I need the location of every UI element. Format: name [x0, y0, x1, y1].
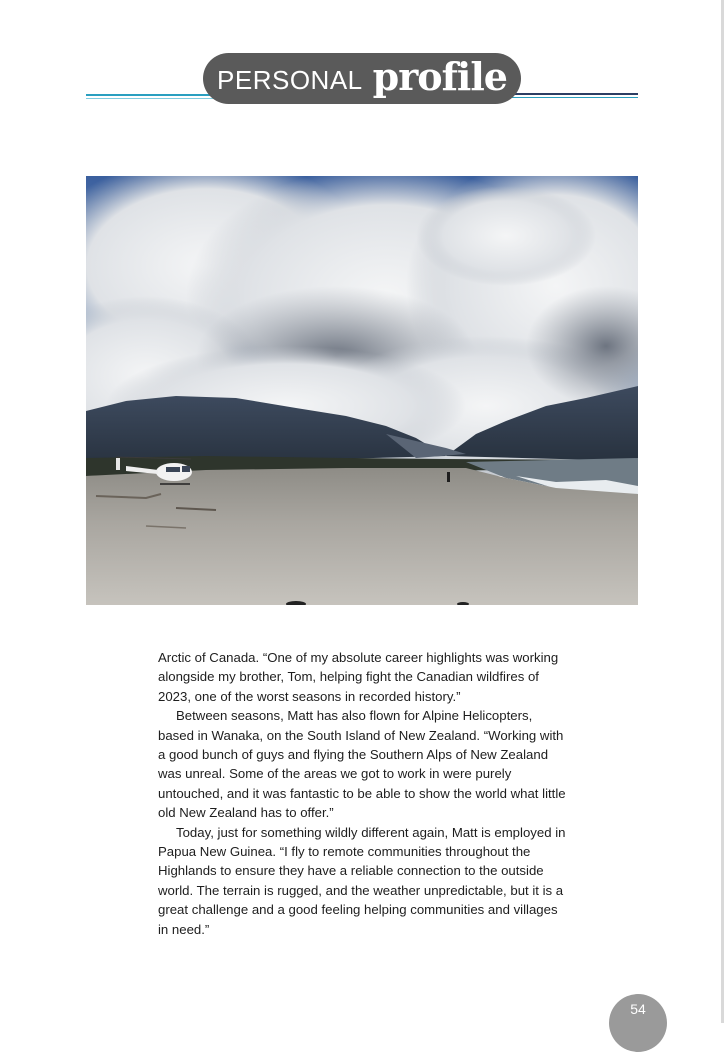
header-rule-left-thin — [86, 98, 216, 99]
section-header-light-word: PERSONAL — [217, 65, 363, 95]
section-header — [203, 53, 521, 104]
header-rule-left — [86, 94, 216, 96]
article-paragraph: Between seasons, Matt has also flown for Alpine Helicopters, based in Wanaka, on the South Island of New Zealand. “Working with a good bunch of guys and flying the Southern Alps of New Zealand was unreal. Some of the areas we got to work in were purely untouched, and it was fantastic to be able to show the world what little old New Zealand has to offer.” — [158, 708, 566, 821]
header-rule-right-thin — [512, 97, 638, 98]
article-photo — [86, 176, 638, 605]
page-number: 54 — [630, 1001, 646, 1017]
article-paragraph: Arctic of Canada. “One of my absolute career highlights was working alongside my brother, Tom, helping fight the Canadian wildfires of 2023, one of the worst seasons in recorded history.” — [158, 650, 559, 704]
header-rule-right — [512, 93, 638, 95]
section-header-bold-word: profile — [372, 54, 507, 99]
article-body — [158, 648, 566, 939]
article-paragraph: Today, just for something wildly different again, Matt is employed in Papua New Guinea. “I fly to remote communities throughout the Highlands to ensure they have a reliable connection to the outside world. The terrain is rugged, and the weather unpredictable, but it is a great challenge and a good feeling helping communities and villages in need.” — [158, 824, 566, 937]
